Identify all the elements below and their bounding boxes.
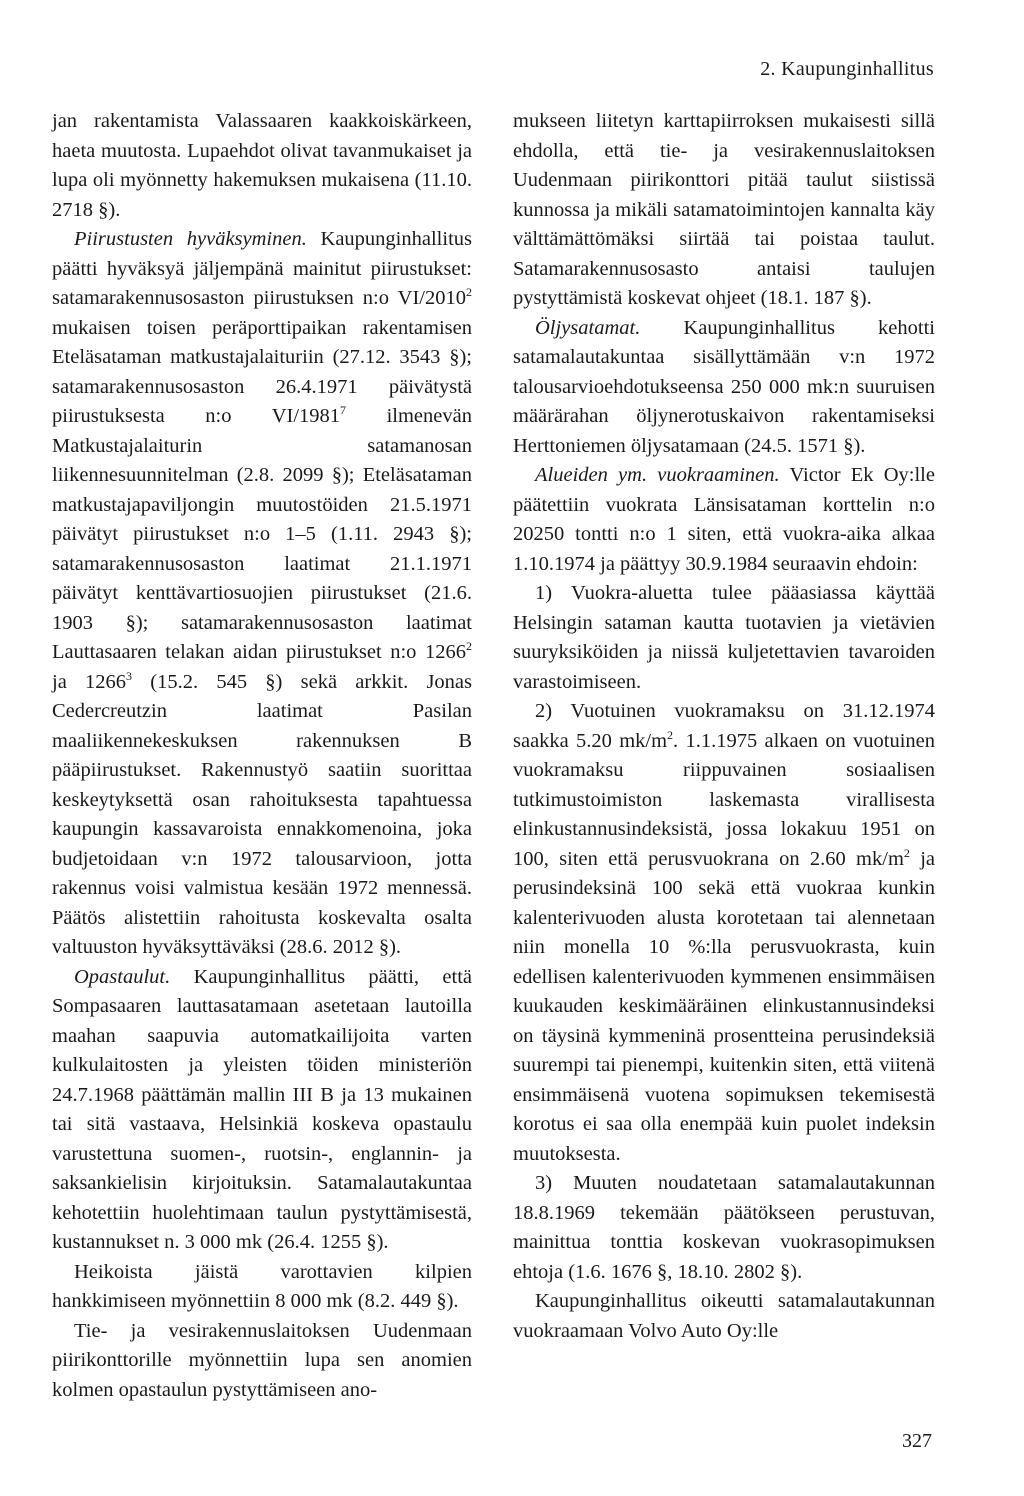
page-number: 327: [902, 1430, 932, 1452]
paragraph-text: (15.2. 545 §) sekä arkkit. Jonas Cedercreutzin laatimat Pasilan maaliikennekeskuksen rakennuksen B pääpiirustukset. Rakennustyö saatiin suorittaa keskeytyksettä osan rahoituksesta tapahtuessa kaupungin kassavaroista ennakkomenoina, joka budjetoidaan v:n 1972 talousarvioon, jotta rakennus voisi valmistua kesään 1972 mennessä. Päätös alistettiin rahoitusta koskevalta osalta valtuuston hyväksyttäväksi (28.6. 2012 §).: [52, 670, 472, 958]
section-heading: Alueiden ym. vuokraaminen.: [535, 464, 780, 486]
list-item: [513, 697, 935, 1169]
paragraph-text: ja 1266: [52, 670, 127, 693]
paragraph-text: Victor Ek Oy:lle päätettiin vuokrata Länsisataman korttelin n:o 20250 tontti n:o 1 siten, että vuokra-aika alkaa 1.10.1974 ja päättyy 30.9.1984 seuraavin ehdoin:: [513, 464, 935, 575]
superscript: 2: [903, 845, 910, 860]
paragraph-text: Kaupunginhallitus kehotti satamalautakuntaa sisällyttämään v:n 1972 talousarvioehdotukseensa 250 000 mk:n suuruisen määrärahan öljynerotuskaivon rakentamiseksi Herttoniemen öljysatamaan (24.5. 1571 §).: [513, 316, 935, 457]
paragraph: Kaupunginhallitus oikeutti satamalautakunnan vuokraamaan Volvo Auto Oy:lle: [513, 1290, 935, 1342]
superscript: 2: [466, 639, 472, 654]
paragraph: mukseen liitetyn karttapiirroksen mukaisesti sillä ehdolla, että tie- ja vesirakennuslaitoksen Uudenmaan piirikonttori pitää taulut siistissä kunnossa ja mikäli satamatoimintojen kannalta käy välttämättömäksi siirtää tai poistaa taulut. Satamarakennusosasto antaisi taulujen pystyttämistä koskevat ohjeet (18.1. 187 §).: [513, 110, 935, 309]
paragraph-text: Kaupunginhallitus päätti hyväksyä jäljempänä mainitut piirustukset: satamarakennusosaston piirustuksen n:o VI/2010: [52, 228, 472, 309]
section-heading: Piirustusten hyväksyminen.: [74, 228, 307, 250]
superscript: 3: [126, 668, 133, 683]
paragraph-text: ja perusindeksinä 100 sekä että vuokraa kunkin kalenterivuoden alusta korotetaan tai alennetaan niin monella 10 %:lla perusvuokrasta, kuin edellisen kalenterivuoden kymmenen ensimmäisen kuukauden keskimääräinen elinkustannusindeksi on täysinä kymmeninä prosentteina perusindeksiä suurempi tai pienempi, kuitenkin siten, että viitenä ensimmäisenä vuotena sopimuksen tekemisestä korotus ei saa olla enempää kuin puolet indeksin muutoksesta.: [513, 847, 936, 1165]
paragraph-text: 2) Vuotuinen vuokramaksu on 31.12.1974 saakka 5.20 mk/m: [513, 700, 935, 752]
paragraph: jan rakentamista Valassaaren kaakkoiskärkeen, haeta muutosta. Lupaehdot olivat tavanmukaiset ja lupa oli myönnetty hakemuksen mukaisena (11.10. 2718 §).: [52, 110, 472, 221]
paragraph-text: . 1.1.1975 alkaen on vuotuinen vuokramaksu riippuvainen sosiaalisen tutkimustoimiston laskemasta virallisesta elinkustannusindeksistä, jossa lokakuu 1951 on 100, siten että perusvuokrana on 2.60 mk/m: [513, 729, 935, 870]
right-column: [513, 107, 935, 1346]
running-header: 2. Kaupunginhallitus: [760, 58, 934, 80]
paragraph: [52, 963, 472, 1258]
superscript: 2: [667, 727, 674, 742]
paragraph: [52, 225, 472, 963]
paragraph-text: Kaupunginhallitus päätti, että Sompasaaren lauttasatamaan asetetaan lautoilla maahan saapuvia automatkailijoita varten kulkulaitosten ja yleisten töiden ministeriön 24.7.1968 päättämän mallin III B ja 13 mukainen tai sitä vastaava, Helsinkiä koskeva opastaulu varustettuna suomen-, ruotsin-, englannin- ja saksankielisin kirjoituksin. Satamalautakuntaa kehotettiin huolehtimaan taulun pystyttämisestä, kustannukset n. 3 000 mk (26.4. 1255 §).: [52, 965, 472, 1253]
paragraph: [513, 314, 935, 462]
paragraph: Tie- ja vesirakennuslaitoksen Uudenmaan piirikonttorille myönnettiin lupa sen anomien kolmen opastaulun pystyttämiseen ano-: [52, 1319, 472, 1401]
list-item: 1) Vuokra-aluetta tulee pääasiassa käyttää Helsingin sataman kautta tuotavien ja vietävien suuryksiköiden ja niissä kuljetettavien tavaroiden varastoimiseen.: [513, 582, 935, 693]
superscript: 7: [340, 403, 347, 418]
section-heading: Opastaulut.: [74, 965, 171, 988]
paragraph-text: mukaisen toisen peräporttipaikan rakentamisen Eteläsataman matkustajalaituriin (27.12. 3543 §); satamarakennusosaston 26.4.1971 päivätystä piirustuksesta n:o VI/1981: [52, 316, 472, 427]
paragraph: [513, 461, 935, 579]
left-column: [52, 107, 472, 1405]
superscript: 2: [466, 285, 472, 300]
paragraph: Heikoista jäistä varottavien kilpien hankkimiseen myönnettiin 8 000 mk (8.2. 449 §).: [52, 1260, 472, 1312]
section-heading: Öljysatamat.: [535, 316, 641, 339]
list-item: 3) Muuten noudatetaan satamalautakunnan 18.8.1969 tekemään päätökseen perustuvan, mainittua tonttia koskevan vuokrasopimuksen ehtoja (1.6. 1676 §, 18.10. 2802 §).: [513, 1172, 935, 1283]
paragraph-text: ilmenevän Matkustajalaiturin satamanosan liikennesuunnitelman (2.8. 2099 §); Eteläsataman matkustajapaviljongin muutostöiden 21.5.1971 päivätyt piirustukset n:o 1–5 (1.11. 2943 §); satamarakennusosaston laatimat 21.1.1971 päivätyt kenttävartiosuojien piirustukset (21.6. 1903 §); satamarakennusosaston laatimat Lauttasaaren telakan aidan piirustukset n:o 1266: [52, 405, 472, 663]
